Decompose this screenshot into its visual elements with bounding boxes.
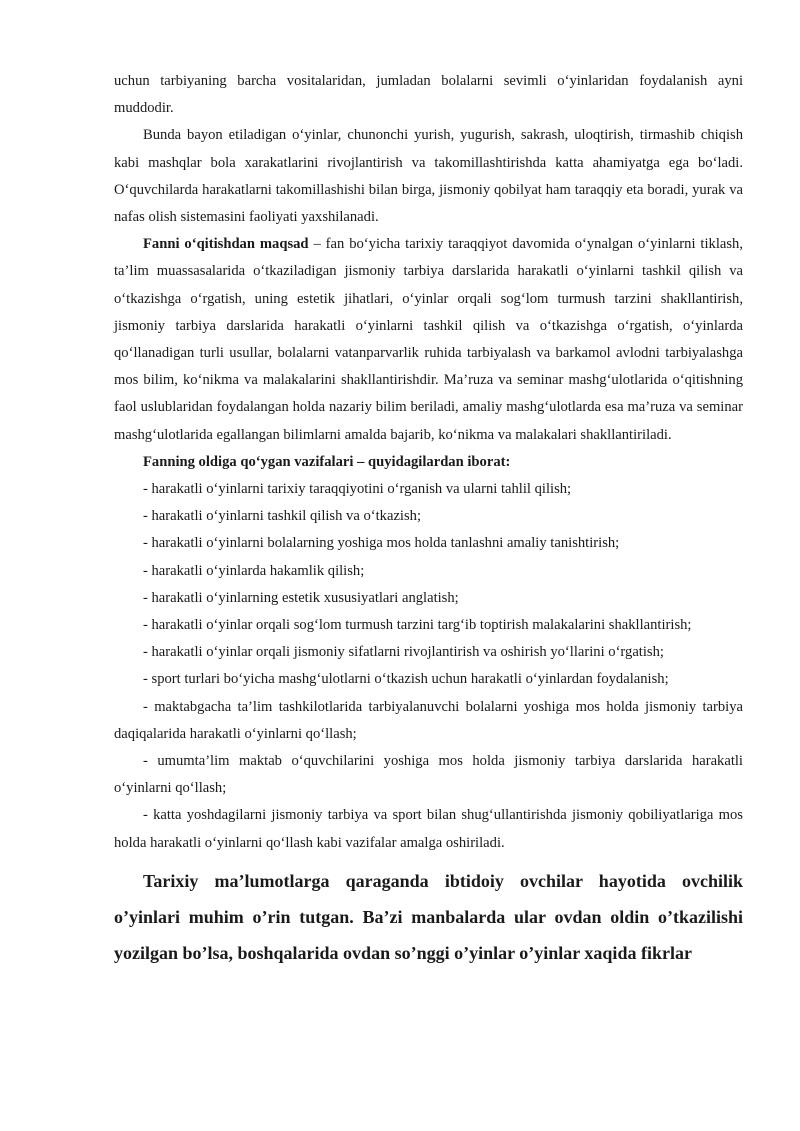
list-item: - katta yoshdagilarni jismoniy tarbiya va sport bilan shug‘ullantirishda jismoniy qobiliyatlariga mos holda harakatli o‘yinlarni qo‘llash kabi vazifalar amalga oshiriladi.	[114, 807, 743, 851]
paragraph-goal	[114, 231, 743, 449]
list-item: - harakatli o‘yinlarni tashkil qilish va o‘tkazish;	[143, 508, 422, 525]
goal-text: – fan bo‘yicha tarixiy taraqqiyot davomida o‘ynalgan o‘yinlarni tiklash, ta’lim muassasalarida o‘tkaziladigan jismoniy tarbiya darslarida harakatli o‘yinlarni tashkil qilish va o‘tkazishga o‘rgatish, uning estetik jihatlari, o‘yinlar orqali sog‘lom turmush tarzini shakllantirish, jismoniy tarbiya darslarida harakatli o‘yinlarni tashkil qilish va o‘tkazishga o‘rgatish, o‘yinlarda qo‘llanadigan turli usullar, bolalarni vatanparvarlik ruhida tarbiyalash va barkamol avlodni tarbiyalashga mos bilim, ko‘nikma va malakalarini shakllantirishdir. Ma’ruza va seminar mashg‘ulotlarida o‘qitishning faol uslublaridan foydalangan holda nazariy bilim beriladi, amaliy mashg‘ulotlarda esa ma’ruza va seminar mashg‘ulotlarida egallangan bilimlarni amalda bajarib, ko‘nikma va malakalari shakllantiriladi.	[114, 236, 743, 443]
list-item: - harakatli o‘yinlar orqali jismoniy sifatlarni rivojlantirish va oshirish yo‘llarini o‘rgatish;	[143, 644, 664, 661]
list-item: - umumta’lim maktab o‘quvchilarini yoshiga mos holda jismoniy tarbiya darslarida harakatli o‘yinlarni qo‘llash;	[114, 753, 743, 797]
list-item: - harakatli o‘yinlar orqali sog‘lom turmush tarzini targ‘ib toptirish malakalarini shakllantirish;	[143, 617, 692, 634]
list-item: - harakatli o‘yinlarni tarixiy taraqqiyotini o‘rganish va ularni tahlil qilish;	[143, 481, 572, 498]
paragraph-2: Bunda bayon etiladigan o‘yinlar, chunonchi yurish, yugurish, sakrash, uloqtirish, tirmashib chiqish kabi mashqlar bola xarakatlarini rivojlantirish va takomillashtirishda katta ahamiyatga ega bo‘ladi. O‘quvchilarda harakatlarni takomillashishi bilan birga, jismoniy qobilyat ham taraqqiy eta boradi, yurak va nafas olish sistemasini faoliyati yaxshilanadi.	[114, 127, 743, 226]
tasks-heading: Fanning oldiga qo‘ygan vazifalari – quyidagilardan iborat:	[143, 453, 511, 470]
goal-heading: Fanni o‘qitishdan maqsad	[143, 236, 309, 253]
list-item: - maktabgacha ta’lim tashkilotlarida tarbiyalanuvchi bolalarni yoshiga mos holda jismoniy tarbiya daqiqalarida harakatli o‘yinlarni qo‘llash;	[114, 698, 743, 742]
list-item: - harakatli o‘yinlarni bolalarning yoshiga mos holda tanlashni amaliy tanishtirish;	[143, 535, 620, 552]
list-item: - harakatli o‘yinlarning estetik xususiyatlari anglatish;	[143, 589, 459, 606]
list-item: - sport turlari bo‘yicha mashg‘ulotlarni o‘tkazish uchun harakatli o‘yinlardan foydalanish;	[143, 671, 669, 688]
paragraph-1: uchun tarbiyaning barcha vositalaridan, jumladan bolalarni sevimli o‘yinlaridan foydalanish ayni muddodir.	[114, 73, 743, 117]
history-paragraph: Tarixiy ma’lumotlarga qaraganda ibtidoiy ovchilar hayotida ovchilik o’yinlari muhim o’rin tutgan. Ba’zi manbalarda ular ovdan oldin o’tkazilishi yozilgan bo’lsa, boshqalarida ovdan so’nggi o’yinlar o’yinlar xaqida fikrlar	[114, 870, 743, 963]
list-item: - harakatli o‘yinlarda hakamlik qilish;	[143, 562, 365, 579]
